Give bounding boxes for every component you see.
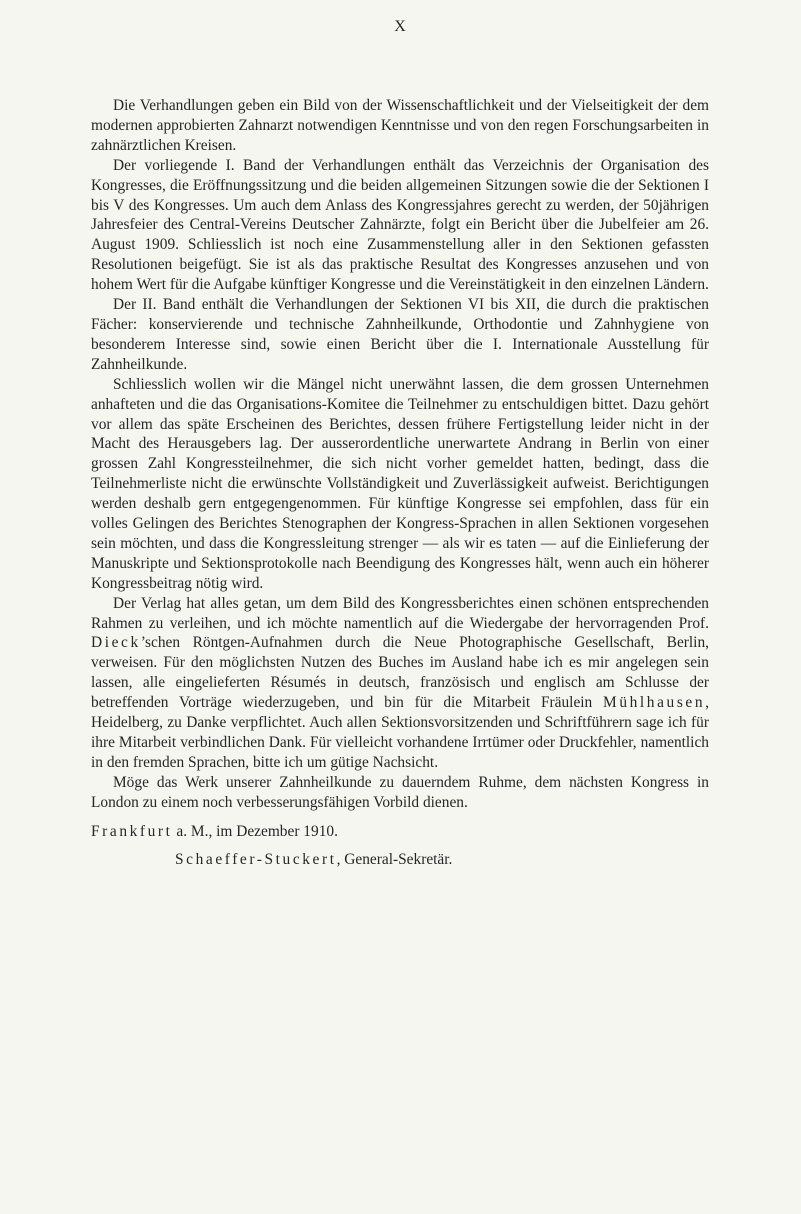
paragraph-publisher-part3: , Heidelberg, zu Danke verpflichtet. Auch allen Sektionsvorsitzenden und Schriftführern sage ich für ihre Mitarbeit verbindlichen Dank. Für vielleicht vorhandene Irrtümer oder Druckfehler, namentlich in den fremden Sprachen, bitte ich um gütige Nachsicht. — [91, 694, 709, 771]
place-city: Frankfurt — [91, 822, 173, 840]
paragraph-intro: Die Verhandlungen geben ein Bild von der Wissenschaftlichkeit und der Vielseitigkeit der dem modernen approbierten Zahnarzt notwendigen Kenntnisse und von den regen Forschungsarbeiten in zahnärztlichen Kreisen. — [91, 97, 709, 154]
paragraph-volume-two: Der II. Band enthält die Verhandlungen der Sektionen VI bis XII, die durch die praktischen Fächer: konservierende und technische Zahnheilkunde, Orthodontie und Zahnhygiene von besonderem Interesse sind, sowie einen Bericht über die I. Internationale Ausstellung für Zahnheilkunde. — [91, 296, 709, 373]
paragraph-publisher-part1: Der Verlag hat alles getan, um dem Bild des Kongressberichtes einen schönen entsprechenden Rahmen zu verleihen, und ich möchte namentlich auf die Wiedergabe der hervorragenden Prof. — [91, 594, 709, 632]
signature — [91, 850, 709, 870]
name-muehlhausen: Mühlhausen — [603, 694, 706, 712]
preface-text — [91, 96, 709, 869]
signature-name: Schaeffer-Stuckert — [175, 850, 337, 868]
paragraph-publisher — [91, 594, 709, 773]
page-number: X — [394, 18, 407, 35]
place-date — [91, 822, 709, 842]
paragraph-publisher-part2: ’schen Röntgen-Aufnahmen durch die Neue Photographische Gesellschaft, Berlin, verweisen. Für den möglichsten Nutzen des Buches im Ausland habe ich es mir angelegen sein lassen, alle eingelieferten Résumés in deutsch, französisch und englisch am Schlusse der betreffenden Vorträge wiederzugeben, und bin für die Mitarbeit Fräulein — [91, 634, 709, 712]
paragraph-volume-one: Der vorliegende I. Band der Verhandlungen enthält das Verzeichnis der Organisation des Kongresses, die Eröffnungssitzung und die beiden allgemeinen Sitzungen sowie die der Sektionen I bis V des Kongresses. Um auch dem Anlass des Kongressjahres gerecht zu werden, der 50jährigen Jahresfeier des Central-Vereins Deutscher Zahnärzte, folgt ein Bericht über die Jubelfeier am 26. August 1909. Schliesslich ist noch eine Zusammenstellung aller in den Sektionen gefassten Resolutionen beigefügt. Sie ist als das praktische Resultat des Kongresses anzusehen und von hohem Wert für die Aufgabe künftiger Kongresse und die Vereinstätigkeit in den einzelnen Ländern. — [91, 156, 709, 294]
paragraph-shortcomings: Schliesslich wollen wir die Mängel nicht unerwähnt lassen, die dem grossen Unternehmen anhafteten und die das Organisations-Komitee die Teilnehmer zu entschuldigen bittet. Dazu gehört vor allem das späte Erscheinen des Berichtes, dessen frühere Fertigstellung leider nicht in der Macht des Herausgebers lag. Der ausserordentliche unerwartete Andrang in Berlin von einer grossen Zahl Kongressteilnehmer, die sich nicht vorher gemeldet hatten, bedingt, dass die Teilnehmerliste nicht die erwünschte Vollständigkeit und Zuverlässigkeit aufweist. Berichtigungen werden deshalb gern entgegengenommen. Für künftige Kongresse sei empfohlen, dass für ein volles Gelingen des Berichtes Stenographen der Kongress-Sprachen in allen Sektionen vorgesehen sein möchten, und dass die Kongressleitung strenger — als wir es taten — auf die Einlieferung der Manuskripte und Sektionsprotokolle nach Beendigung des Kongresses hält, wenn auch ein höherer Kongressbeitrag nötig wird. — [91, 375, 709, 592]
name-dieck: Dieck — [91, 634, 141, 652]
signature-title: , General-Sekretär. — [336, 850, 453, 868]
paragraph-closing: Möge das Werk unserer Zahnheilkunde zu dauerndem Ruhme, dem nächsten Kongress in London zu einem noch verbesserungsfähigen Vorbild dienen. — [91, 773, 709, 811]
place-date-rest: a. M., im Dezember 1910. — [172, 822, 338, 840]
